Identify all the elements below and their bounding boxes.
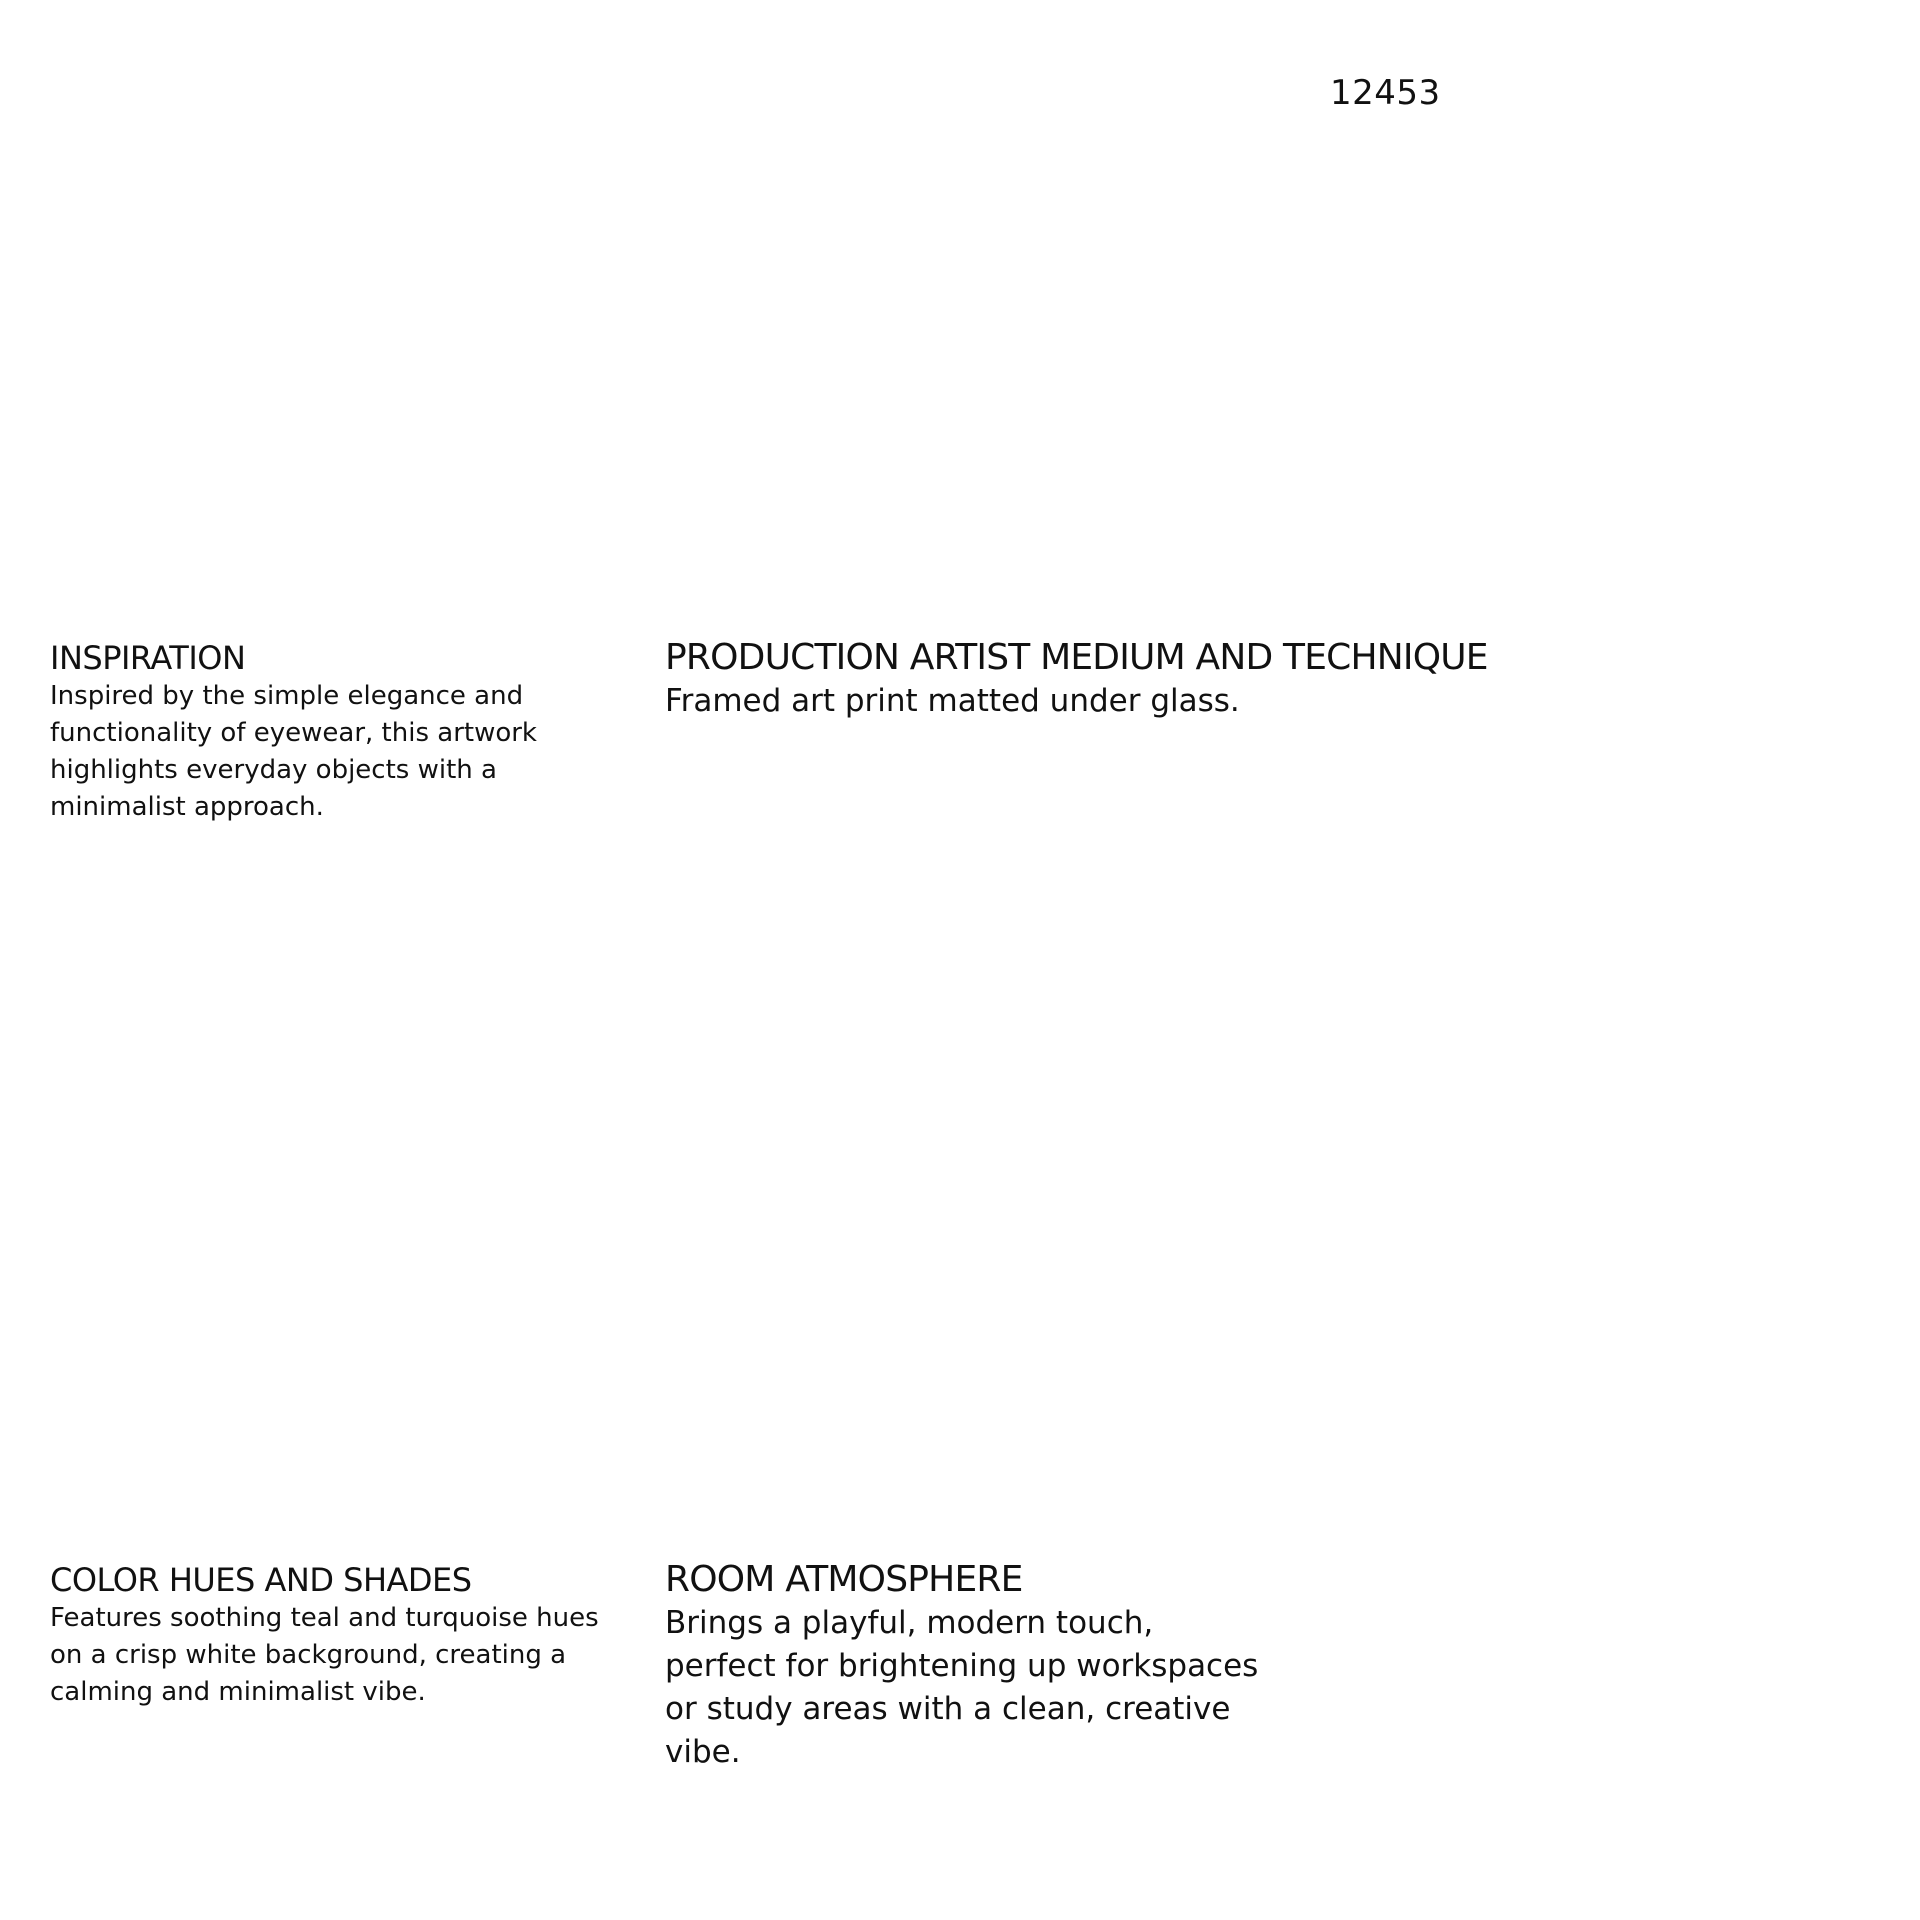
color-text: Features soothing teal and turquoise hues on a crisp white background, creating a calming and minimalist vibe. bbox=[50, 1603, 599, 1707]
production-section bbox=[665, 636, 1488, 723]
inspiration-text: Inspired by the simple elegance and functionality of eyewear, this artwork highlights everyday objects with a minimalist approach. bbox=[50, 681, 537, 822]
room-section bbox=[665, 1558, 1265, 1774]
color-heading: COLOR HUES AND SHADES bbox=[50, 1561, 472, 1599]
room-text: Brings a playful, modern touch, perfect for brightening up workspaces or study areas with a clean, creative vibe. bbox=[665, 1605, 1259, 1770]
page-number: 12453 bbox=[1330, 73, 1441, 113]
production-heading: PRODUCTION ARTIST MEDIUM AND TECHNIQUE bbox=[665, 637, 1488, 678]
color-section bbox=[50, 1560, 630, 1711]
room-heading: ROOM ATMOSPHERE bbox=[665, 1559, 1023, 1600]
production-text: Framed art print matted under glass. bbox=[665, 683, 1240, 719]
inspiration-section bbox=[50, 638, 630, 826]
inspiration-heading: INSPIRATION bbox=[50, 639, 246, 677]
